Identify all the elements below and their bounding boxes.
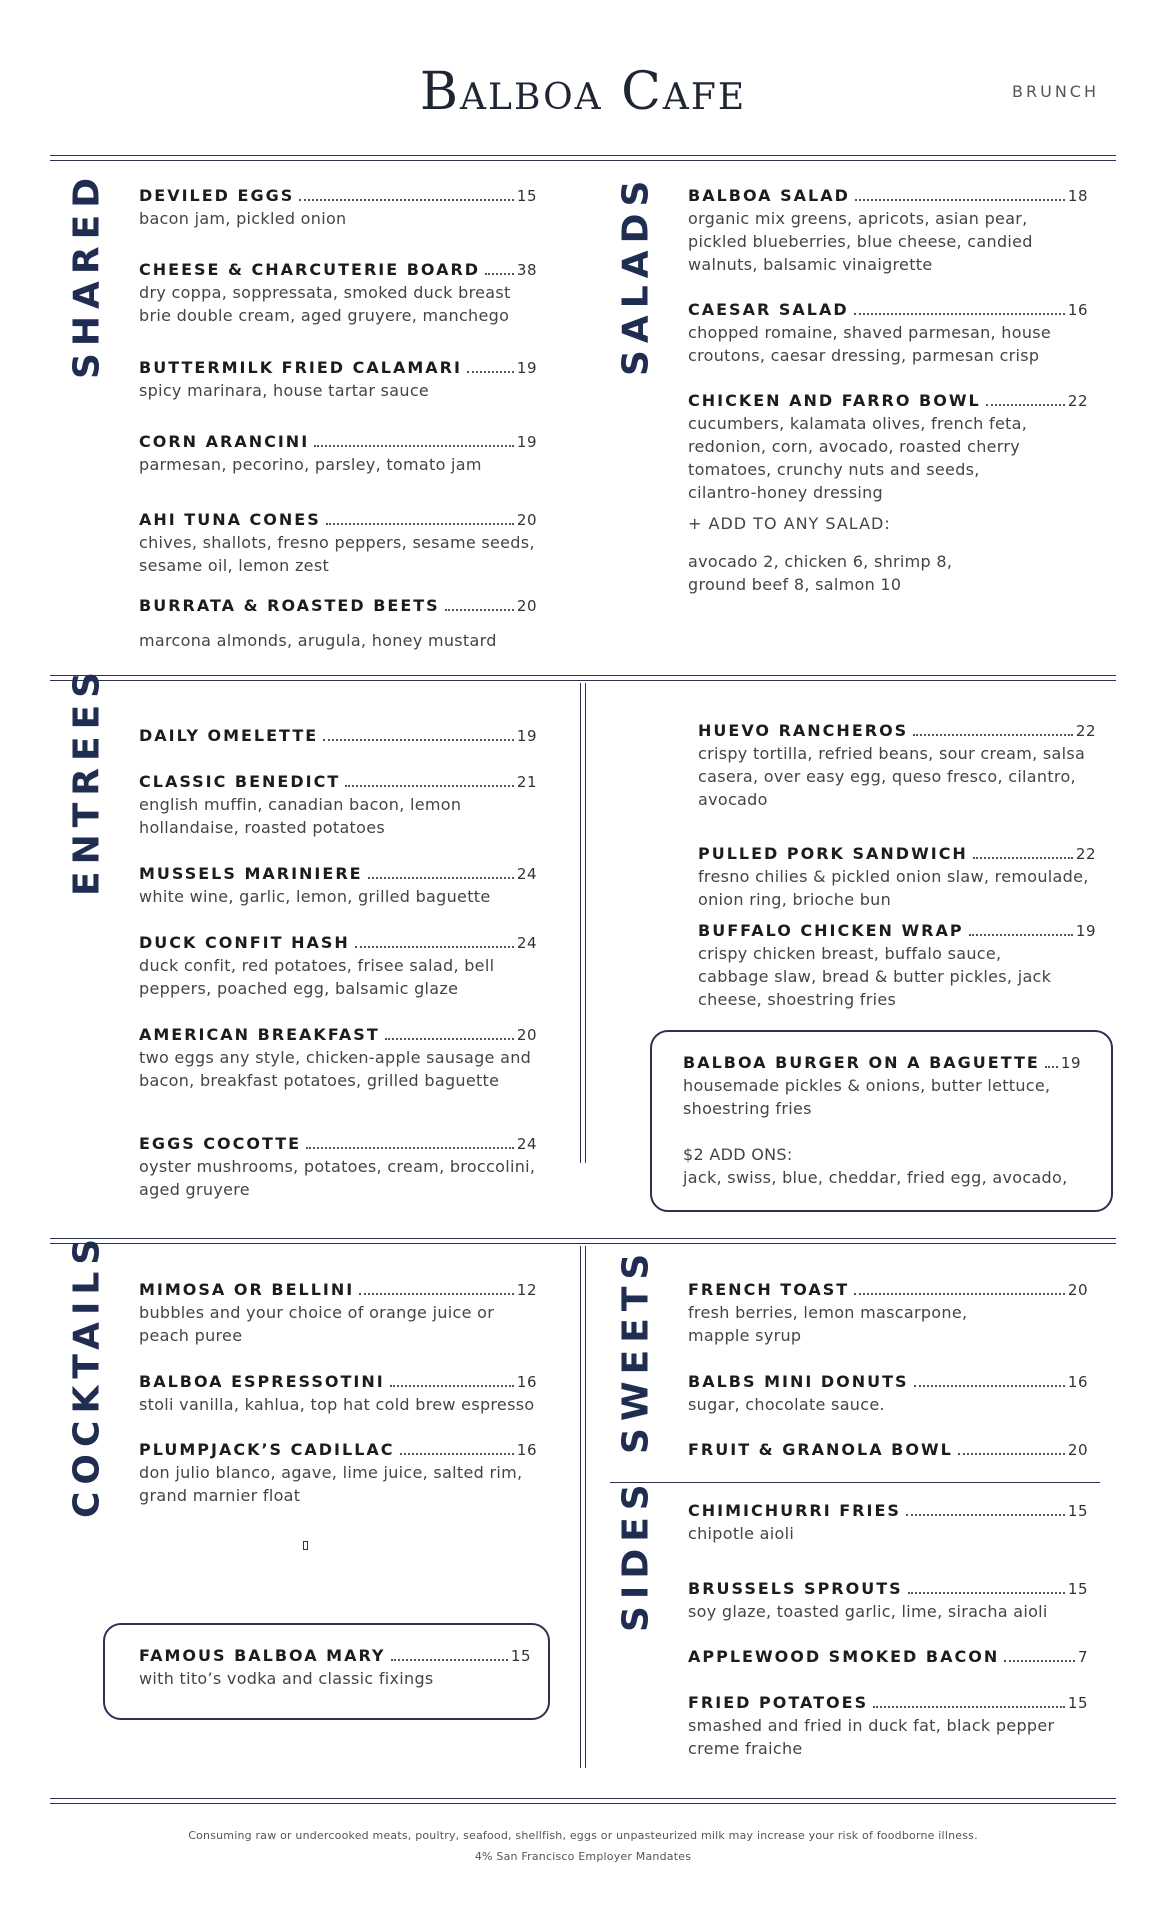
item-price: 15 — [516, 187, 537, 205]
item-name-line — [139, 185, 537, 207]
item-name-line — [688, 1279, 1088, 1301]
item-description: pickled blueberries, blue cheese, candied — [688, 232, 1033, 251]
item-description: soy glaze, toasted garlic, lime, siracha aioli — [688, 1602, 1048, 1621]
leader-dots — [345, 785, 514, 787]
menu-item — [688, 390, 1088, 504]
item-name: CAESAR SALAD — [688, 300, 849, 319]
leader-dots — [969, 934, 1073, 936]
item-name-line — [139, 1133, 537, 1155]
item-description: don julio blanco, agave, lime juice, salted rim, — [139, 1463, 523, 1482]
item-price: 12 — [516, 1281, 537, 1299]
item-name-line — [139, 725, 537, 747]
menu-subtitle: BRUNCH — [1012, 82, 1099, 101]
item-description: grand marnier float — [139, 1486, 301, 1505]
leader-dots — [855, 199, 1065, 201]
menu-item — [688, 1692, 1088, 1760]
item-description: chipotle aioli — [688, 1524, 795, 1543]
item-price: 20 — [1067, 1281, 1088, 1299]
leader-dots — [299, 199, 514, 201]
item-name: DEVILED EGGS — [139, 186, 295, 205]
menu-item — [139, 431, 537, 476]
item-name: BALBS MINI DONUTS — [688, 1372, 909, 1391]
item-description: marcona almonds, arugula, honey mustard — [139, 631, 497, 650]
item-description: redonion, corn, avocado, roasted cherry — [688, 437, 1021, 456]
item-name-line — [698, 720, 1096, 742]
leader-dots — [306, 1147, 514, 1149]
item-price: 20 — [516, 511, 537, 529]
leader-dots — [973, 857, 1073, 859]
divider-entrees — [50, 675, 1116, 681]
item-price: 22 — [1075, 722, 1096, 740]
item-price: 21 — [516, 773, 537, 791]
item-name-line — [139, 863, 537, 885]
item-price: 15 — [1067, 1580, 1088, 1598]
item-name-line — [139, 1279, 537, 1301]
item-description: duck confit, red potatoes, frisee salad, bell — [139, 956, 495, 975]
divider-bottom — [50, 1798, 1116, 1804]
item-price: 19 — [516, 433, 537, 451]
item-description: brie double cream, aged gruyere, manchego — [139, 306, 510, 325]
item-description: mapple syrup — [688, 1326, 802, 1345]
item-name: EGGS COCOTTE — [139, 1134, 302, 1153]
item-name: FRUIT & GRANOLA BOWL — [688, 1440, 953, 1459]
menu-item — [688, 299, 1088, 367]
item-description: stoli vanilla, kahlua, top hat cold brew espresso — [139, 1395, 535, 1414]
section-label-entrees: ENTREES — [66, 664, 108, 896]
item-description: walnuts, balsamic vinaigrette — [688, 255, 933, 274]
item-price: 7 — [1077, 1648, 1088, 1666]
item-price: 20 — [516, 1026, 537, 1044]
item-name-line — [688, 1578, 1088, 1600]
item-price: 16 — [516, 1441, 537, 1459]
item-description: parmesan, pecorino, parsley, tomato jam — [139, 455, 482, 474]
item-name: CLASSIC BENEDICT — [139, 772, 341, 791]
item-name: PULLED PORK SANDWICH — [698, 844, 968, 863]
item-description: shoestring fries — [683, 1099, 812, 1118]
item-price: 16 — [1067, 301, 1088, 319]
item-name-line — [688, 1692, 1088, 1714]
item-description: cabbage slaw, bread & butter pickles, jack — [698, 967, 1052, 986]
leader-dots — [390, 1385, 514, 1387]
item-description: crispy chicken breast, buffalo sauce, — [698, 944, 1002, 963]
item-description: onion ring, brioche bun — [698, 890, 892, 909]
item-name: BUTTERMILK FRIED CALAMARI — [139, 358, 462, 377]
item-description: aged gruyere — [139, 1180, 250, 1199]
item-description: two eggs any style, chicken-apple sausage and — [139, 1048, 532, 1067]
salad-addons-title: + ADD TO ANY SALAD: — [688, 514, 891, 533]
item-name: FRENCH TOAST — [688, 1280, 850, 1299]
item-description: peach puree — [139, 1326, 243, 1345]
item-name-line — [698, 920, 1096, 942]
leader-dots — [445, 609, 514, 611]
item-price: 19 — [516, 359, 537, 377]
menu-item — [139, 185, 537, 230]
item-name-line — [688, 1371, 1088, 1393]
leader-dots — [391, 1659, 508, 1661]
item-description: bubbles and your choice of orange juice or — [139, 1303, 495, 1322]
item-description: bacon, breakfast potatoes, grilled baguette — [139, 1071, 500, 1090]
item-description: chopped romaine, shaved parmesan, house — [688, 323, 1052, 342]
item-price: 24 — [516, 865, 537, 883]
item-description: tomatoes, crunchy nuts and seeds, — [688, 460, 980, 479]
item-description: crispy tortilla, refried beans, sour cream, salsa — [698, 744, 1086, 763]
item-name-line — [139, 595, 537, 617]
item-name: CHIMICHURRI FRIES — [688, 1501, 901, 1520]
item-name-line — [688, 390, 1088, 412]
menu-item — [688, 1371, 1088, 1416]
leader-dots — [906, 1514, 1065, 1516]
menu-item — [139, 259, 537, 327]
leader-dots — [385, 1038, 514, 1040]
item-price: 15 — [1067, 1502, 1088, 1520]
menu-item — [139, 357, 537, 402]
item-price: 18 — [1067, 187, 1088, 205]
item-price: 16 — [1067, 1373, 1088, 1391]
leader-dots — [854, 313, 1065, 315]
item-name: PLUMPJACK’S CADILLAC — [139, 1440, 395, 1459]
item-description: fresh berries, lemon mascarpone, — [688, 1303, 968, 1322]
item-name: BALBOA BURGER ON A BAGUETTE — [683, 1053, 1040, 1072]
footer-warning: Consuming raw or undercooked meats, poultry, seafood, shellfish, eggs or unpasteurized milk may increase your risk of foodborne illness. — [188, 1829, 978, 1842]
item-description: white wine, garlic, lemon, grilled baguette — [139, 887, 491, 906]
item-name: DAILY OMELETTE — [139, 726, 319, 745]
item-name: BUFFALO CHICKEN WRAP — [698, 921, 964, 940]
item-name: CORN ARANCINI — [139, 432, 310, 451]
item-description: creme fraiche — [688, 1739, 803, 1758]
item-name-line — [139, 932, 537, 954]
item-name-line — [139, 771, 537, 793]
item-price: 15 — [1067, 1694, 1088, 1712]
menu-item — [139, 863, 537, 908]
item-price: 24 — [516, 934, 537, 952]
salad-addons-line: avocado 2, chicken 6, shrimp 8, — [688, 552, 953, 571]
item-description: peppers, poached egg, balsamic glaze — [139, 979, 459, 998]
item-name: BALBOA ESPRESSOTINI — [139, 1372, 385, 1391]
leader-dots — [485, 273, 514, 275]
divider-sides — [610, 1482, 1100, 1483]
item-name-line — [698, 843, 1096, 865]
item-name-line — [688, 185, 1088, 207]
salad-addons-line: ground beef 8, salmon 10 — [688, 575, 902, 594]
item-price: 19 — [1060, 1054, 1081, 1072]
item-description: sesame oil, lemon zest — [139, 556, 330, 575]
salad-addons — [688, 512, 1088, 596]
section-label-sides: SIDES — [615, 1477, 657, 1633]
item-name-line — [139, 357, 537, 379]
item-description: bacon jam, pickled onion — [139, 209, 347, 228]
menu-item — [698, 920, 1096, 1011]
item-description: housemade pickles & onions, butter lettuce, — [683, 1076, 1051, 1095]
mary-item — [139, 1645, 531, 1690]
menu-item — [139, 771, 537, 839]
item-name-line — [139, 509, 537, 531]
leader-dots — [355, 946, 514, 948]
section-label-sweets: SWEETS — [615, 1246, 657, 1454]
item-description: cilantro-honey dressing — [688, 483, 884, 502]
item-description: chives, shallots, fresno peppers, sesame seeds, — [139, 533, 535, 552]
menu-item — [139, 932, 537, 1000]
item-name: HUEVO RANCHEROS — [698, 721, 909, 740]
leader-dots — [913, 734, 1073, 736]
item-description: dry coppa, soppressata, smoked duck breast — [139, 283, 511, 302]
item-name: APPLEWOOD SMOKED BACON — [688, 1647, 1000, 1666]
item-description: organic mix greens, apricots, asian pear, — [688, 209, 1028, 228]
item-description: fresno chilies & pickled onion slaw, remoulade, — [698, 867, 1089, 886]
item-description: cheese, shoestring fries — [698, 990, 897, 1009]
item-name-line — [688, 1646, 1088, 1668]
menu-item — [139, 725, 537, 747]
footer-mandate: 4% San Francisco Employer Mandates — [474, 1850, 692, 1863]
item-description: with tito’s vodka and classic fixings — [139, 1669, 434, 1688]
item-name-line — [139, 259, 537, 281]
menu-item — [688, 1439, 1088, 1461]
mary-name-line — [139, 1645, 531, 1667]
leader-dots — [400, 1453, 514, 1455]
divider-cocktails — [50, 1238, 1116, 1244]
item-name: CHICKEN AND FARRO BOWL — [688, 391, 981, 410]
leader-dots — [1045, 1066, 1058, 1068]
item-description: oyster mushrooms, potatoes, cream, broccolini, — [139, 1157, 536, 1176]
leader-dots — [359, 1293, 514, 1295]
item-price: 16 — [516, 1373, 537, 1391]
item-price: 38 — [516, 261, 537, 279]
section-label-cocktails: COCKTAILS — [66, 1231, 108, 1519]
item-name: AMERICAN BREAKFAST — [139, 1025, 380, 1044]
leader-dots — [914, 1385, 1065, 1387]
menu-item — [688, 1646, 1088, 1668]
item-description: cucumbers, kalamata olives, french feta, — [688, 414, 1028, 433]
item-name: DUCK CONFIT HASH — [139, 933, 350, 952]
item-name: CHEESE & CHARCUTERIE BOARD — [139, 260, 481, 279]
item-price: 19 — [1075, 922, 1096, 940]
item-price: 22 — [1067, 392, 1088, 410]
burger-item — [683, 1052, 1081, 1189]
burger-addons: jack, swiss, blue, cheddar, fried egg, avocado, — [683, 1168, 1068, 1187]
menu-item — [139, 1279, 537, 1347]
item-description: casera, over easy egg, queso fresco, cilantro, — [698, 767, 1076, 786]
burger-name-line — [683, 1052, 1081, 1074]
item-name-line — [688, 1439, 1088, 1461]
menu-item — [698, 843, 1096, 911]
divider-top — [50, 155, 1116, 161]
divider-vertical-cocktails — [580, 1246, 586, 1768]
menu-item — [139, 1024, 537, 1092]
menu-item — [139, 509, 537, 577]
item-price: 22 — [1075, 845, 1096, 863]
item-name: BALBOA SALAD — [688, 186, 850, 205]
section-label-salads: SALADS — [615, 173, 657, 377]
menu-item — [139, 1371, 537, 1416]
item-name: FRIED POTATOES — [688, 1693, 869, 1712]
item-name: AHI TUNA CONES — [139, 510, 321, 529]
section-label-shared: SHARED — [66, 170, 108, 380]
item-description: sugar, chocolate sauce. — [688, 1395, 885, 1414]
item-price: 20 — [1067, 1441, 1088, 1459]
menu-item — [139, 595, 537, 652]
item-description: english muffin, canadian bacon, lemon — [139, 795, 462, 814]
leader-dots — [314, 445, 514, 447]
item-description: spicy marinara, house tartar sauce — [139, 381, 430, 400]
leader-dots — [986, 404, 1065, 406]
item-name-line — [688, 299, 1088, 321]
menu-item — [688, 185, 1088, 276]
item-price: 20 — [516, 597, 537, 615]
item-description: smashed and fried in duck fat, black pepper — [688, 1716, 1055, 1735]
item-name: MIMOSA OR BELLINI — [139, 1280, 355, 1299]
item-name-line — [688, 1500, 1088, 1522]
item-description: croutons, caesar dressing, parmesan crisp — [688, 346, 1040, 365]
item-name-line — [139, 1024, 537, 1046]
item-price: 15 — [510, 1647, 531, 1665]
item-name-line — [139, 1439, 537, 1461]
divider-vertical-entrees — [580, 683, 586, 1163]
leader-dots — [368, 877, 514, 879]
item-name: MUSSELS MARINIERE — [139, 864, 363, 883]
item-name: BURRATA & ROASTED BEETS — [139, 596, 440, 615]
leader-dots — [958, 1453, 1065, 1455]
leader-dots — [908, 1592, 1065, 1594]
menu-item — [688, 1279, 1088, 1347]
item-name: FAMOUS BALBOA MARY — [139, 1646, 386, 1665]
menu-item — [698, 720, 1096, 811]
item-name: BRUSSELS SPROUTS — [688, 1579, 903, 1598]
leader-dots — [854, 1293, 1065, 1295]
menu-item — [139, 1439, 537, 1507]
item-name-line — [139, 1371, 537, 1393]
menu-item — [139, 1133, 537, 1201]
burger-addons-title: $2 ADD ONS: — [683, 1145, 793, 1164]
leader-dots — [326, 523, 514, 525]
menu-item — [688, 1500, 1088, 1545]
leader-dots — [323, 739, 514, 741]
item-price: 24 — [516, 1135, 537, 1153]
item-name-line — [139, 431, 537, 453]
item-price: 19 — [516, 727, 537, 745]
menu-item — [688, 1578, 1088, 1623]
leader-dots — [467, 371, 514, 373]
item-description: hollandaise, roasted potatoes — [139, 818, 386, 837]
menu-title: Balboa Cafe — [419, 62, 747, 122]
stray-mark — [303, 1541, 308, 1550]
item-description: avocado — [698, 790, 768, 809]
leader-dots — [1004, 1660, 1075, 1662]
leader-dots — [873, 1706, 1065, 1708]
